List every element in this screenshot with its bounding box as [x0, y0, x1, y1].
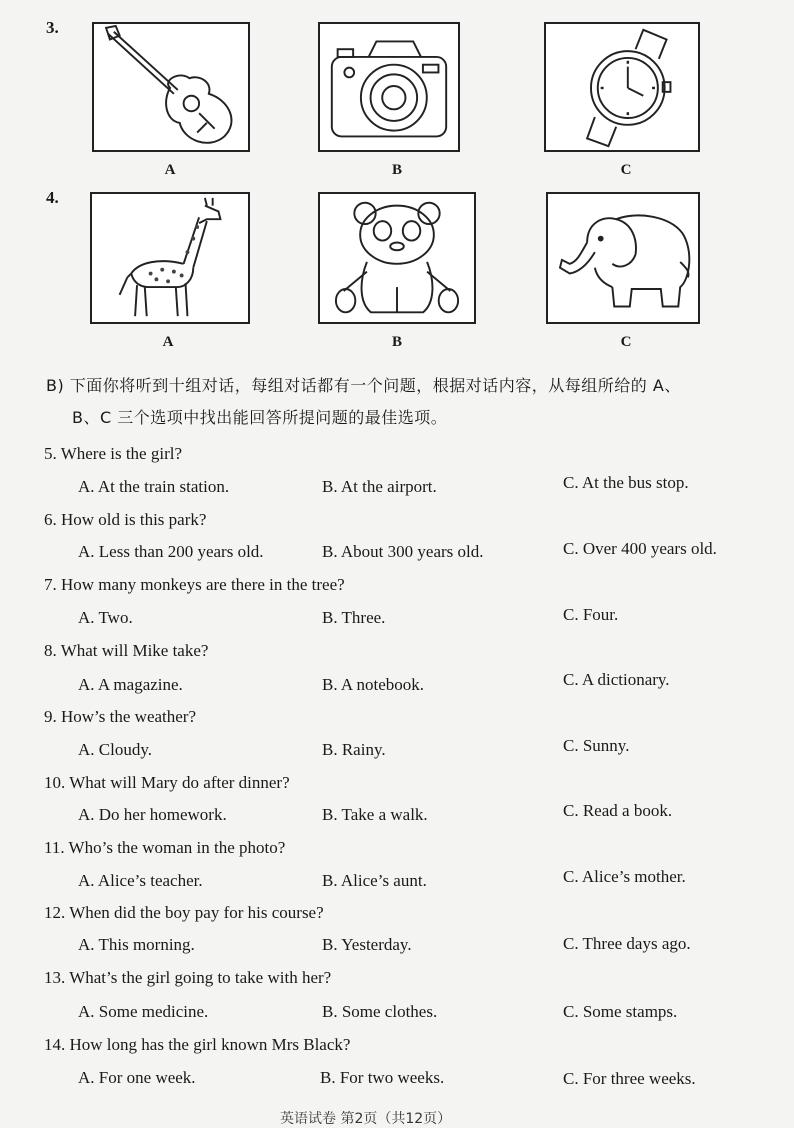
option-letter: C	[620, 162, 632, 178]
section-b-instruction-line1: B) 下面你将听到十组对话，每组对话都有一个问题，根据对话内容，从每组所给的 A、	[46, 376, 681, 395]
option-11c[interactable]: C. Alice’s mother.	[563, 867, 686, 886]
option-12b[interactable]: B. Yesterday.	[322, 935, 412, 954]
option-5c[interactable]: C. At the bus stop.	[563, 473, 689, 492]
picture-option-4a[interactable]	[90, 192, 250, 324]
camera-icon	[320, 24, 458, 150]
question-number-3: 3.	[46, 18, 59, 37]
picture-option-3b[interactable]	[318, 22, 460, 152]
option-letter: A	[164, 162, 176, 178]
option-8c[interactable]: C. A dictionary.	[563, 670, 670, 689]
option-14a[interactable]: A. For one week.	[78, 1068, 196, 1087]
option-7a[interactable]: A. Two.	[78, 608, 133, 627]
picture-option-4c[interactable]	[546, 192, 700, 324]
option-12a[interactable]: A. This morning.	[78, 935, 195, 954]
guitar-icon	[94, 24, 248, 150]
option-11a[interactable]: A. Alice’s teacher.	[78, 871, 203, 890]
option-9a[interactable]: A. Cloudy.	[78, 740, 152, 759]
option-6a[interactable]: A. Less than 200 years old.	[78, 542, 264, 561]
elephant-icon	[548, 194, 698, 322]
option-11b[interactable]: B. Alice’s aunt.	[322, 871, 427, 890]
option-10b[interactable]: B. Take a walk.	[322, 805, 428, 824]
option-12c[interactable]: C. Three days ago.	[563, 934, 691, 953]
option-10c[interactable]: C. Read a book.	[563, 801, 673, 820]
panda-icon	[320, 194, 474, 322]
option-10a[interactable]: A. Do her homework.	[78, 805, 227, 824]
option-letter: C	[620, 334, 632, 350]
option-5a[interactable]: A. At the train station.	[78, 477, 230, 496]
option-7b[interactable]: B. Three.	[322, 608, 386, 627]
question-5: 5. Where is the girl?	[44, 444, 183, 463]
question-9: 9. How’s the weather?	[44, 707, 197, 726]
picture-option-3a[interactable]	[92, 22, 250, 152]
option-8a[interactable]: A. A magazine.	[78, 675, 183, 694]
option-13c[interactable]: C. Some stamps.	[563, 1002, 678, 1021]
option-14b[interactable]: B. For two weeks.	[320, 1068, 445, 1087]
option-7c[interactable]: C. Four.	[563, 605, 619, 624]
watch-icon	[546, 24, 698, 150]
picture-option-4b[interactable]	[318, 192, 476, 324]
question-11: 11. Who’s the woman in the photo?	[44, 838, 286, 857]
option-8b[interactable]: B. A notebook.	[322, 675, 425, 694]
question-8: 8. What will Mike take?	[44, 641, 209, 660]
option-6c[interactable]: C. Over 400 years old.	[563, 539, 717, 558]
question-12: 12. When did the boy pay for his course?	[44, 903, 324, 922]
picture-option-3c[interactable]	[544, 22, 700, 152]
option-13b[interactable]: B. Some clothes.	[322, 1002, 438, 1021]
option-5b[interactable]: B. At the airport.	[322, 477, 437, 496]
option-9b[interactable]: B. Rainy.	[322, 740, 386, 759]
section-b-instruction-line2: B、C 三个选项中找出能回答所提问题的最佳选项。	[72, 408, 448, 427]
option-9c[interactable]: C. Sunny.	[563, 736, 630, 755]
option-14c[interactable]: C. For three weeks.	[563, 1069, 696, 1088]
question-number-4: 4.	[46, 188, 59, 207]
question-7: 7. How many monkeys are there in the tree?	[44, 575, 345, 594]
option-letter: A	[162, 334, 174, 350]
option-letter: B	[391, 162, 402, 178]
giraffe-icon	[92, 194, 248, 322]
page-footer: 英语试卷 第2页（共12页）	[280, 1111, 452, 1127]
question-6: 6. How old is this park?	[44, 510, 207, 529]
question-14: 14. How long has the girl known Mrs Black?	[44, 1035, 351, 1054]
option-letter: B	[391, 334, 402, 350]
question-13: 13. What’s the girl going to take with her?	[44, 968, 332, 987]
option-6b[interactable]: B. About 300 years old.	[322, 542, 484, 561]
option-13a[interactable]: A. Some medicine.	[78, 1002, 209, 1021]
question-10: 10. What will Mary do after dinner?	[44, 773, 290, 792]
